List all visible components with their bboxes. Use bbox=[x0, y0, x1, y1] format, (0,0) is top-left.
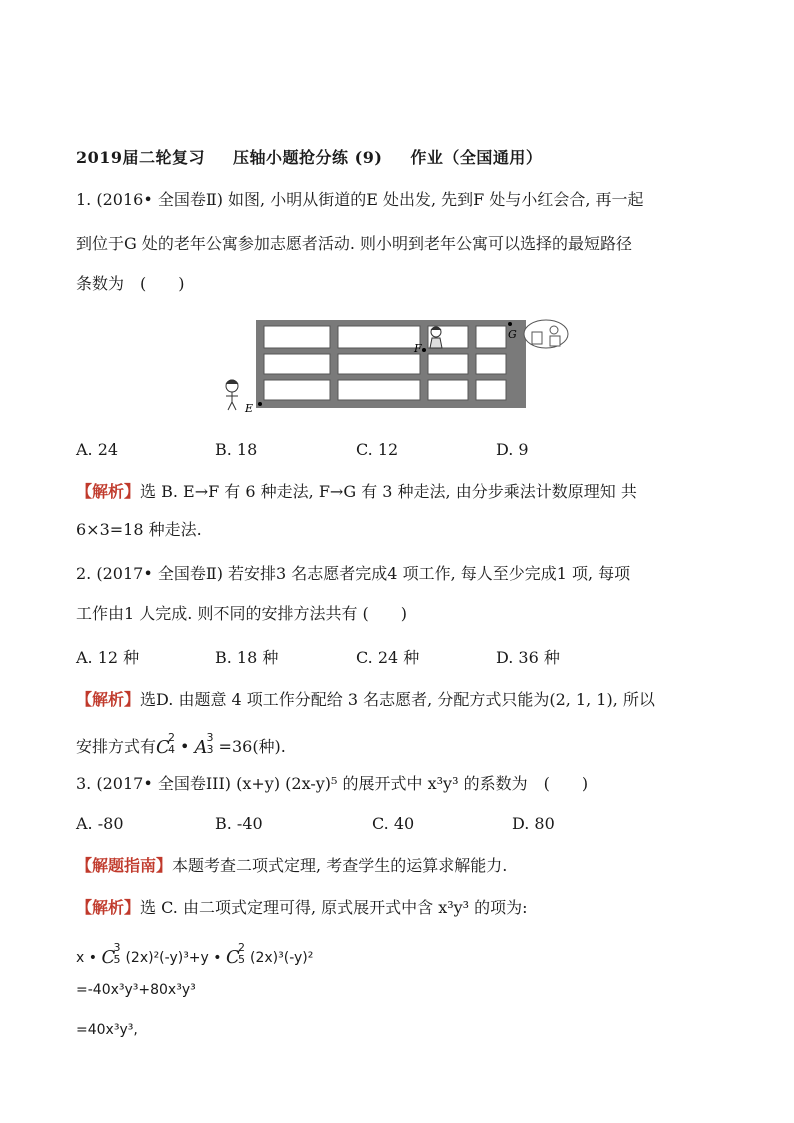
title-part-series: 2019届二轮复习 bbox=[76, 148, 206, 167]
q3-guide-line bbox=[76, 856, 507, 876]
q1-analysis-tag: 【解析】 bbox=[76, 482, 141, 501]
q2-option-b: B. 18 种 bbox=[215, 648, 279, 667]
combo-sup: 2 bbox=[168, 731, 176, 744]
combo-letter: C bbox=[101, 947, 116, 968]
q3-option-b: B. -40 bbox=[215, 814, 263, 833]
q2-option-c: C. 24 种 bbox=[356, 648, 420, 667]
arrangement-a33 bbox=[194, 731, 219, 758]
q2-analysis-pre: 安排方式有 bbox=[76, 737, 157, 756]
page-title bbox=[76, 148, 542, 168]
combo-sup: 3 bbox=[113, 941, 121, 954]
q3-step2: =40x³y³, bbox=[76, 1022, 138, 1038]
elderly-home-icon bbox=[524, 320, 568, 348]
combo-sub: 4 bbox=[168, 743, 176, 756]
q3-analysis-line1 bbox=[76, 898, 528, 918]
q2-analysis-post: =36(种). bbox=[218, 737, 286, 756]
q3-analysis-tag: 【解析】 bbox=[76, 898, 141, 917]
expr-x: x • bbox=[76, 950, 97, 966]
title-part-topic: 压轴小题抢分练 (9) bbox=[233, 148, 383, 167]
point-e-marker bbox=[258, 402, 262, 406]
combo-sup: 3 bbox=[206, 731, 214, 744]
q3-guide-tag: 【解题指南】 bbox=[76, 856, 173, 875]
combo-sub: 3 bbox=[206, 743, 214, 756]
q3-option-d: D. 80 bbox=[512, 814, 555, 833]
q2-option-d: D. 36 种 bbox=[496, 648, 560, 667]
q1-option-d: D. 9 bbox=[496, 440, 529, 459]
combo-letter: C bbox=[226, 947, 240, 968]
q3-option-c: C. 40 bbox=[372, 814, 415, 833]
q2-analysis-line2 bbox=[76, 731, 286, 758]
q2-analysis-line1 bbox=[76, 690, 655, 710]
q1-option-a: A. 24 bbox=[76, 440, 119, 459]
q1-analysis-line2: 6×3=18 种走法. bbox=[76, 520, 202, 539]
title-part-type: 作业（全国通用） bbox=[410, 148, 543, 167]
q2-analysis-tag: 【解析】 bbox=[76, 690, 141, 709]
multiply-dot: • bbox=[180, 737, 190, 756]
q2-text-line2: 工作由1 人完成. 则不同的安排方法共有 ( ) bbox=[76, 604, 408, 623]
q1-analysis-text: 选 B. E→F 有 6 种走法, F→G 有 3 种走法, 由分步乘法计数原理知 共 bbox=[140, 482, 637, 501]
point-g-marker bbox=[508, 322, 512, 326]
combo-sup: 2 bbox=[238, 941, 245, 954]
girl-figure-icon bbox=[430, 327, 442, 348]
combination-c42 bbox=[156, 731, 180, 758]
combo-sub: 5 bbox=[238, 953, 245, 966]
q2-analysis-text: 选D. 由题意 4 项工作分配给 3 名志愿者, 分配方式只能为(2, 1, 1), 所以 bbox=[140, 690, 655, 709]
expr-mid: (2x)²(-y)³+y • bbox=[125, 950, 222, 966]
combo-letter: A bbox=[194, 737, 208, 758]
q3-analysis-text: 选 C. 由二项式定理可得, 原式展开式中含 x³y³ 的项为: bbox=[140, 898, 528, 917]
label-g: G bbox=[508, 328, 517, 341]
boy-figure-icon bbox=[226, 380, 238, 410]
combo-sub: 5 bbox=[113, 953, 121, 966]
q2-text-line1: 2. (2017• 全国卷Ⅱ) 若安排3 名志愿者完成4 项工作, 每人至少完成1 项, 每项 bbox=[76, 564, 631, 583]
label-e: E bbox=[245, 402, 254, 415]
q3-text-line1: 3. (2017• 全国卷III) (x+y) (2x-y)⁵ 的展开式中 x³y³ 的系数为 ( ) bbox=[76, 774, 589, 793]
q3-guide-text: 本题考查二项式定理, 考查学生的运算求解能力. bbox=[172, 856, 508, 875]
q3-option-a: A. -80 bbox=[76, 814, 124, 833]
expr-end: (2x)³(-y)² bbox=[250, 950, 314, 966]
q1-text-line2: 到位于G 处的老年公寓参加志愿者活动. 则小明到老年公寓可以选择的最短路径 bbox=[76, 234, 633, 253]
combination-c52 bbox=[226, 941, 250, 968]
street-grid-figure bbox=[210, 316, 580, 416]
combination-c53 bbox=[101, 941, 125, 968]
q1-text-line3: 条数为 ( ) bbox=[76, 274, 185, 293]
point-f-marker bbox=[422, 348, 426, 352]
q2-option-a: A. 12 种 bbox=[76, 648, 140, 667]
q1-option-b: B. 18 bbox=[215, 440, 258, 459]
q3-expansion-line bbox=[76, 941, 314, 968]
q1-option-c: C. 12 bbox=[356, 440, 399, 459]
q1-text-line1: 1. (2016• 全国卷Ⅱ) 如图, 小明从街道的E 处出发, 先到F 处与小红会合, 再一起 bbox=[76, 190, 644, 209]
combo-letter: C bbox=[156, 737, 170, 758]
label-f: F bbox=[414, 342, 422, 355]
q1-analysis-line1 bbox=[76, 482, 637, 502]
q3-step1: =-40x³y³+80x³y³ bbox=[76, 982, 196, 998]
